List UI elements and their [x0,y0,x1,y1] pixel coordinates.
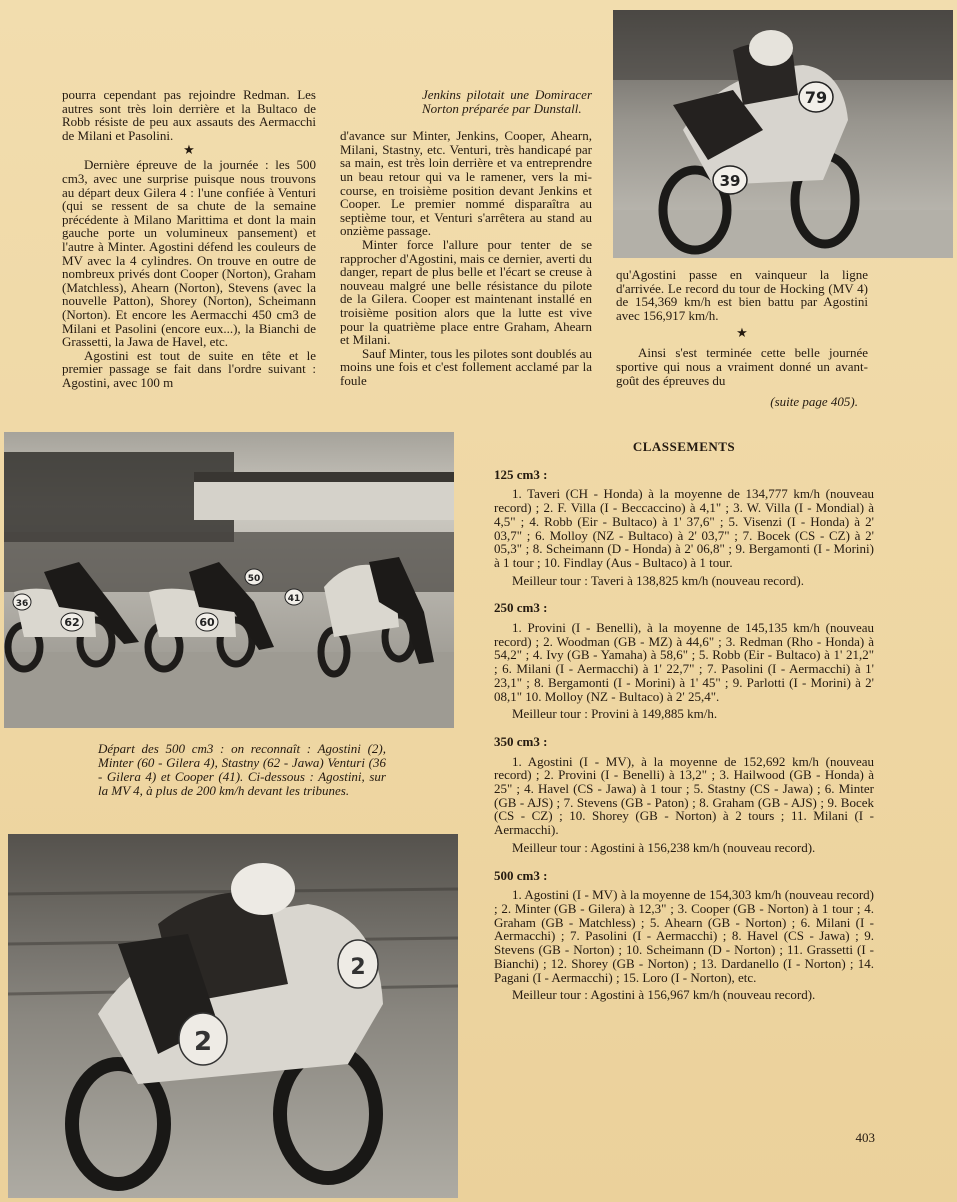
race-number-62: 62 [64,616,80,629]
results-class-500 [494,869,874,1002]
photo-jenkins-illustration [613,10,953,258]
best-lap: Meilleur tour : Provini à 149,885 km/h. [512,706,718,722]
best-lap: Meilleur tour : Taveri à 138,825 km/h (nouveau record). [512,572,804,588]
photo-caption-jenkins: Jenkins pilotait une Domiracer Norton préparée par Dunstall. [422,87,592,116]
paragraph: Minter force l'allure pour tenter de se rapprocher d'Agostini, mais ce dernier, averti du danger, repart de plus belle et l'écart se creuse à nouveau malgré une belle résistance du pilote de la Gilera. Cooper est maintenant installé en troisième position alors que la lutte est vive pour la quatrième place entre Graham, Ahearn et Milani. [340,236,592,348]
paragraph: d'avance sur Minter, Jenkins, Cooper, Ahearn, Milani, Stastny, etc. Venturi, très handicapé par sa main, est très loin derrière et va entreprendre un beau retour qui va le ramener, vers la mi-course, en troisième position devant Jenkins et Cooper. Le premier nommé disparaîtra au septième tour, et Venturi s'arrêtera au stand au onzième passage. [340,128,592,239]
race-number-label: 39 [719,172,741,190]
class-title: 125 cm3 : [494,466,548,482]
photo-agostini-mv [8,834,458,1198]
best-lap: Meilleur tour : Agostini à 156,238 km/h (nouveau record). [512,839,816,855]
photo-caption-start: Départ des 500 cm3 : on reconnaît : Agostini (2), Minter (60 - Gilera 4), Stastny (62 - Jawa) Venturi (36 - Gilera 4) et Cooper (41). Ci-dessous : Agostini, sur la MV 4, à plus de 200 km/h devant les tribunes. [98,741,386,798]
paragraph: Dernière épreuve de la journée : les 500 cm3, avec une surprise puisque nous trouvons au départ deux Gilera 4 : l'une confiée à Venturi (qui se ressent de sa chute de la semaine précédente à Milano Marittima et dont la main gauche porte un volumineux pansement) et l'autre à Minter. Agostini défend les couleurs de MV avec la 4 cylindres. On trouve en outre de nombreux privés dont Cooper (Norton), Graham (Matchless), Ahearn (Norton), Stevens (avec la nouvelle Patton), Shorey (Norton), Scheimann (Norton). Et encore les Aermacchi 450 cm3 de Milani et Pasolini (encore eux...), la Bianchi de Grassetti, la Jawa de Havel, etc. [62,157,316,350]
class-title: 500 cm3 : [494,867,548,883]
results-class-125 [494,468,874,588]
paragraph: qu'Agostini passe en vainqueur la ligne d'arrivée. Le record du tour de Hocking (MV 4) de 154,369 km/h est bien battu par Agostini avec 156,917 km/h. [616,267,868,323]
race-number-41: 41 [287,594,301,604]
results-class-250 [494,601,874,721]
article-column-1 [62,88,316,389]
race-number-50: 50 [247,574,261,584]
page-number: 403 [855,1130,875,1145]
article-column-2 [340,88,592,387]
paragraph: Agostini est tout de suite en tête et le premier passage se fait dans l'ordre suivant : Agostini, avec 100 m [62,347,316,390]
class-results: 1. Taveri (CH - Honda) à la moyenne de 134,777 km/h (nouveau record) ; 2. F. Villa (I - Beccaccino) à 4,1" ; 3. W. Villa (I - Mondial) à 4,5" ; 4. Robb (Eir - Bultaco) à 1' 37,6" ; 5. Visenzi (I - Honda) à 2' 03,7" ; 6. Molloy (NZ - Bultaco) à 2' 03,7" ; 7. Bocek (CS - CZ) à 2' 05,3" ; 8. Scheimann (D - Honda) à 2' 06,8" ; 9. Bergamonti (I - Morini) à 1 tour ; 10. Findlay (Aus - Bultaco) à 1 tour. [494,486,874,570]
photo-agostini-illustration [8,834,458,1198]
race-results [494,440,874,1002]
class-results: 1. Agostini (I - MV) à la moyenne de 154,303 km/h (nouveau record) ; 2. Minter (GB - Gilera) à 12,3" ; 3. Cooper (GB - Norton) à 1 tour ; 4. Graham (GB - Matchless) ; 5. Ahearn (GB - Norton) ; 6. Milani (I - Aermacchi) ; 7. Pasolini (I - Aermacchi) ; 8. Havel (CS - Jawa) ; 9. Stevens (GB - Norton) ; 10. Scheimann (D - Norton) ; 11. Grassetti (I - Bianchi) ; 12. Shorey (GB - Norton) ; 13. Dardanello (I - Norton) ; 14. Pagani (I - Aermacchi) ; 15. Loro (I - Norton), etc. [494,887,874,985]
photo-500cc-start [4,432,454,728]
race-number-label-side: 2 [193,1027,213,1057]
paragraph: pourra cependant pas rejoindre Redman. Les autres sont très loin derrière et la Bultaco de Robb résiste de peu aux assauts des Aermacchi de Milani et Pasolini. [62,87,316,143]
best-lap: Meilleur tour : Agostini à 156,967 km/h (nouveau record). [512,987,816,1003]
photo-start-illustration [4,432,454,728]
class-title: 350 cm3 : [494,733,548,749]
fairing-number-label: 79 [804,88,828,107]
paragraph: Sauf Minter, tous les pilotes sont doublés au moins une fois et c'est follement acclamé par la foule [340,345,592,388]
race-number-label: 2 [350,955,366,980]
paragraph: Ainsi s'est terminée cette belle journée sportive qui nous a vraiment donné un avant-goût des épreuves du [616,345,868,388]
class-title: 250 cm3 : [494,600,548,616]
continued-note: (suite page 405). [770,394,858,410]
class-results: 1. Agostini (I - MV), à la moyenne de 152,692 km/h (nouveau record) ; 2. Provini (I - Benelli) à 13,2" ; 3. Hailwood (GB - Honda) à 25" ; 4. Havel (CS - Jawa) à 1 tour ; 5. Stastny (CS - Jawa) ; 6. Minter (GB - AJS) ; 7. Stevens (GB - Paton) ; 8. Graham (GB - AJS) ; 9. Bocek (CS - CZ) ; 10. Shorey (GB - Norton) à 2 tours ; 11. Milani (I - Aermacchi). [494,753,874,838]
photo-jenkins-norton [613,10,953,258]
star-separator: ★ [736,325,748,341]
race-number-60: 60 [199,616,215,629]
race-number-36: 36 [15,599,29,609]
class-results: 1. Provini (I - Benelli), à la moyenne de 145,135 km/h (nouveau record) ; 2. Woodman (GB - MZ) à 44,6" ; 3. Redman (Rho - Honda) à 54,2" ; 4. Ivy (GB - Yamaha) à 58,6" ; 5. Robb (Eir - Bultaco) à 1' 21,2" ; 6. Milani (I - Aermacchi) à 1' 22,7" ; 7. Pasolini (I - Aermacchi) à 1' 23,1" ; 8. Bergamonti (I - Morini) à 1' 45" ; 9. Parlotti (I - Morini) à 2' 08,1" 10. Molloy (NZ - Bultaco) à 2' 25,4". [494,620,874,704]
results-class-350 [494,735,874,855]
results-heading: CLASSEMENTS [632,439,736,454]
article-column-3 [616,268,868,409]
star-separator: ★ [183,142,195,158]
